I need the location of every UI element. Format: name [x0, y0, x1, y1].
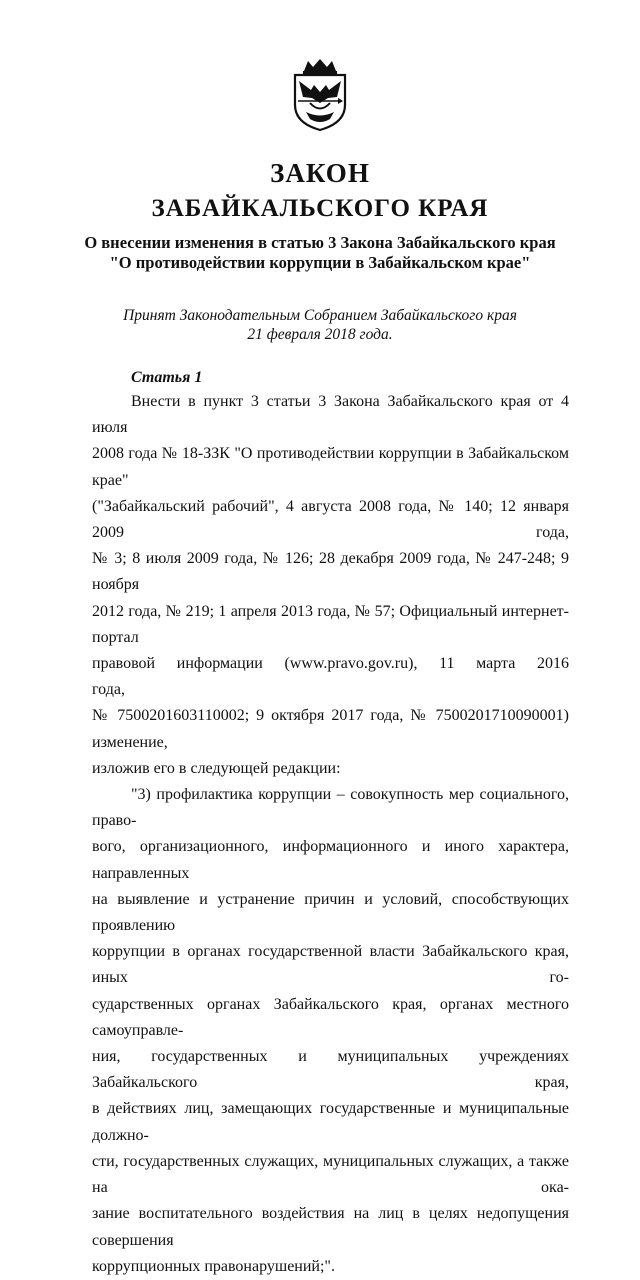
text-line: сударственных органах Забайкальского края, органах местного самоуправле- [92, 995, 569, 1039]
text-line: 2008 года № 18-ЗЗК "О противодействии коррупции в Забайкальском крае" [92, 445, 569, 489]
text-line: изложив его в следующей редакции: [92, 759, 341, 777]
text-line: Внести в пункт 3 статьи 3 Закона Забайкальского края от 4 июля [92, 393, 569, 437]
adoption-date: 21 февраля 2018 года. [247, 326, 393, 343]
text-line: зание воспитательного воздействия на лиц в целях недопущения совершения [92, 1205, 569, 1249]
text-line: сти, государственных служащих, муниципальных служащих, а также на ока- [92, 1152, 569, 1197]
text-line: № 3; 8 июля 2009 года, № 126; 28 декабря 2009 года, № 247-248; 9 ноября [92, 550, 569, 594]
text-line: № 7500201603110002; 9 октября 2017 года, № 7500201710090001) изменение, [92, 707, 569, 751]
paragraph-amendment [92, 389, 569, 782]
subtitle-line: О внесении изменения в статью 3 Закона Забайкальского края [84, 233, 556, 252]
text-line: 2012 года, № 219; 1 апреля 2013 года, № 57; Официальный интернет-портал [92, 602, 569, 646]
law-subtitle [0, 233, 640, 273]
text-line: правовой информации (www.pravo.gov.ru), 11 марта 2016 года, [92, 655, 569, 699]
subtitle-line: "О противодействии коррупции в Забайкальском крае" [109, 253, 531, 272]
law-title: ЗАКОН [270, 158, 370, 188]
paragraph-new-wording [92, 782, 569, 1280]
text-line: ния, государственных и муниципальных учреждениях Забайкальского края, [92, 1048, 569, 1092]
zabaikalsky-krai-coat-of-arms-icon [290, 57, 350, 132]
text-line: коррупционных правонарушений;". [92, 1257, 335, 1275]
adoption-line: Принят Законодательным Собранием Забайкальского края [123, 307, 517, 324]
region-title: ЗАБАЙКАЛЬСКОГО КРАЯ [151, 195, 489, 222]
article-body [92, 389, 569, 1280]
text-line: коррупции в органах государственной власти Забайкальского края, иных го- [92, 943, 569, 987]
adoption-note [0, 306, 640, 344]
text-line: на выявление и устранение причин и условий, способствующих проявлению [92, 890, 569, 935]
text-line: в действиях лиц, замещающих государственные и муниципальные должно- [92, 1100, 569, 1144]
article-heading: Статья 1 [131, 369, 203, 386]
text-line: "3) профилактика коррупции – совокупность мер социального, право- [92, 786, 569, 830]
text-line: ("Забайкальский рабочий", 4 августа 2008 года, № 140; 12 января 2009 года, [92, 497, 569, 542]
text-line: вого, организационного, информационного и иного характера, направленных [92, 838, 569, 882]
